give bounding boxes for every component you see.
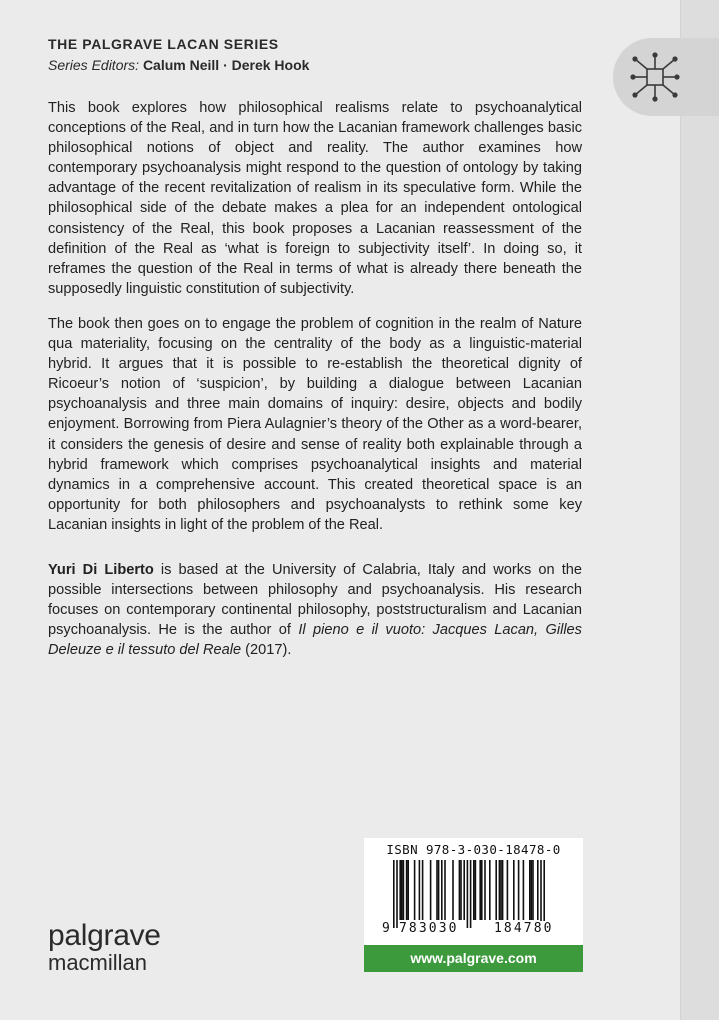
barcode-bar: [406, 860, 408, 920]
barcode-bar: [403, 860, 405, 920]
barcode-bar: [470, 860, 472, 928]
barcode-box: [364, 838, 583, 972]
barcode-bar: [460, 860, 462, 920]
barcode-bar: [531, 860, 533, 920]
spine-strip: [680, 0, 719, 1020]
barcode-bar: [473, 860, 475, 920]
barcode-bar: [441, 860, 443, 920]
barcode-bar: [543, 860, 545, 928]
publisher-logo: [48, 920, 161, 975]
barcode-bar: [444, 860, 446, 920]
barcode-bar: [502, 860, 504, 920]
barcode-bar: [479, 860, 481, 920]
author-book-title: Il pieno e il vuoto: Jacques Lacan, Gilles Deleuze e il tessuto del Reale: [48, 622, 582, 659]
author-bio-text: is based at the University of Calabria, Italy and works on the possible intersections between philosophy and psychoanalysis. His research focuses on contemporary continental philosophy, poststructuralism and Lacanian psychoanalysis. He is the author of: [48, 562, 583, 639]
series-editors-names: Calum Neill · Derek Hook: [142, 57, 310, 73]
series-title: THE PALGRAVE LACAN SERIES: [48, 36, 279, 52]
barcode-bar: [459, 860, 461, 920]
barcode-bar: [438, 860, 440, 920]
barcode-bar: [513, 860, 515, 920]
barcode-bar: [407, 860, 409, 920]
network-node-icon: [625, 47, 685, 107]
barcode-bar: [419, 860, 421, 920]
barcode-bar: [481, 860, 483, 920]
publisher-line-1: palgrave: [48, 919, 161, 952]
barcode-bar: [463, 860, 465, 920]
ean-left-digits: 783030: [399, 921, 459, 936]
barcode-bar: [436, 860, 438, 920]
ean-first-digit: 9: [382, 921, 390, 936]
barcode-bar: [399, 860, 401, 920]
barcode-bar: [500, 860, 502, 920]
blurb-paragraph-1: This book explores how philosophical realisms relate to psychoanalytical conceptions of the Real, and in turn how the Lacanian framework challenges basic philosophical notions of object and reality. The author examines how contemporary psychoanalysis might respond to the question of ontology by taking advantage of the recent revitalization of realism in its speculative form. While the philosophical side of the debate makes a plea for an independent ontological consistency of the Real, this book proposes a Lacanian reassessment of the definition of the Real as ‘what is foreign to subjectivity itself’. In doing so, it reframes the question of the Real in terms of what is already there beneath the supposedly linguistic constitution of subjectivity.: [48, 100, 582, 297]
barcode-bar: [523, 860, 525, 920]
barcode-bar: [452, 860, 454, 920]
barcode-bar: [518, 860, 520, 920]
series-editors-label: Series Editors:: [48, 57, 140, 73]
barcode-bar: [422, 860, 424, 920]
barcode-bar: [396, 860, 398, 928]
barcode-bar: [489, 860, 491, 920]
blurb-paragraph-2: The book then goes on to engage the problem of cognition in the realm of Nature qua materiality, focusing on the centrality of the body as a linguistic-material hybrid. It argues that it is possible to re-establish the theoretical dignity of Ricoeur’s notion of ‘suspicion’, by building a dialogue between Lacanian psychoanalysis and three main domains of inquiry: desire, objects and bodily enjoyment. Borrowing from Piera Aulagnier’s theory of the Other as a word-bearer, it considers the genesis of desire and sense of reality both explainable through a hybrid framework which comprises psychoanalytical insights and material dynamics in a comprehensive account. This created theoretical space is an opportunity for both philosophers and psychoanalysts to rethink some key Lacanian insights in light of the problem of the Real.: [48, 316, 582, 533]
barcode-bar: [495, 860, 497, 920]
barcode-bar: [507, 860, 509, 920]
author-bio-year: (2017).: [241, 642, 292, 659]
barcode-bar: [484, 860, 486, 920]
barcode-bar: [499, 860, 501, 920]
barcode-bar: [540, 860, 542, 928]
publisher-line-2: macmillan: [48, 950, 148, 975]
isbn-label: ISBN 978-3-030-18478-0: [386, 842, 561, 857]
author-bio: [48, 560, 582, 660]
series-editors: [48, 57, 309, 73]
publisher-url[interactable]: www.palgrave.com: [364, 945, 583, 972]
barcode-bar: [532, 860, 534, 920]
barcode-bar: [475, 860, 477, 920]
series-logo-tab: [613, 38, 719, 116]
barcode-bar: [414, 860, 416, 920]
author-name: Yuri Di Liberto: [48, 562, 154, 578]
barcode-bar: [537, 860, 539, 920]
ean-right-digits: 184780: [494, 921, 554, 936]
barcode-bar: [401, 860, 403, 920]
barcode-bar: [529, 860, 531, 920]
barcode-bar: [393, 860, 395, 928]
barcode-bar: [430, 860, 432, 920]
barcode-bar: [467, 860, 469, 928]
